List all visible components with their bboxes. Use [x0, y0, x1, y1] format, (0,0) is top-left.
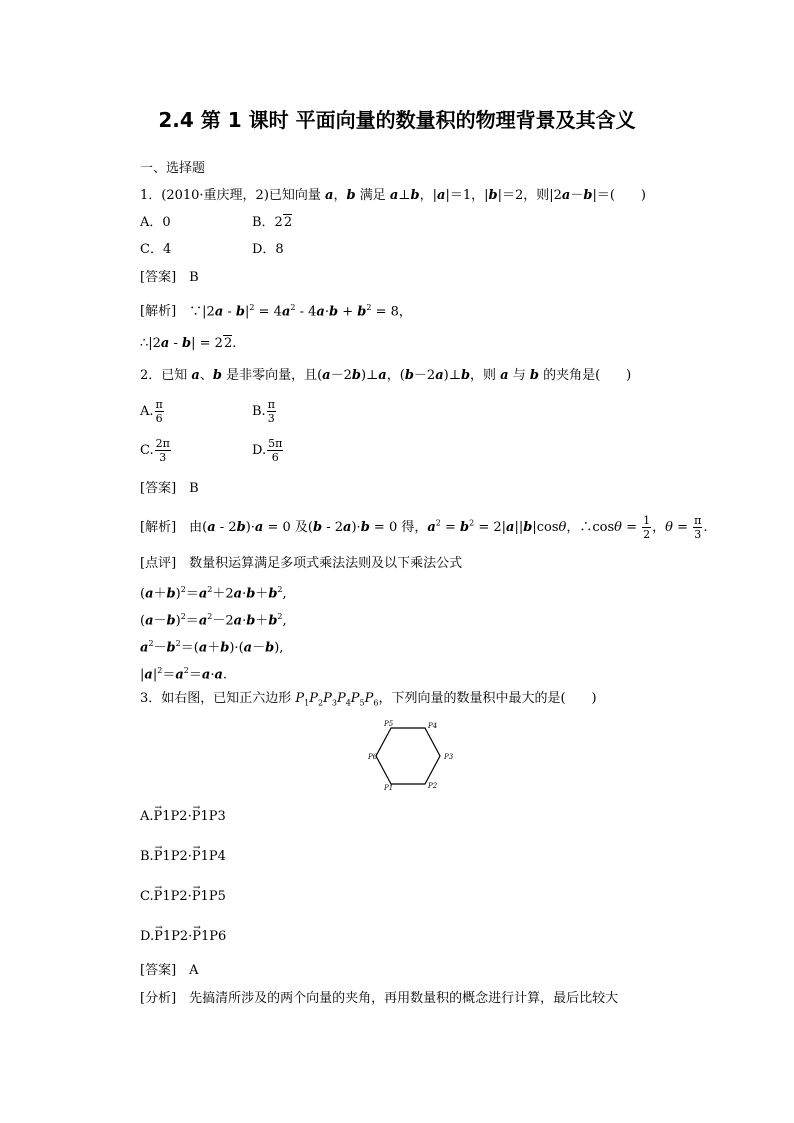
question-1: 1．(2010·重庆理，2)已知向量 a，b 满足 a⊥b，|a|＝1，|b|＝2，则|2a－b|＝( ): [140, 188, 646, 203]
label-p2: P2: [428, 782, 438, 790]
q3-option-b: B.→ P1P2·→ P1P4: [140, 848, 226, 866]
q2-option-d: D. $\frac{5\pi}{6}$: [252, 437, 283, 464]
hexagon-diagram: [368, 718, 460, 794]
q2-formula-4: $|a|^2=a^2=a\cdot a$.: [140, 666, 228, 683]
label-p3: P3: [444, 753, 454, 761]
q2-option-c: C. $\frac{2\pi}{3}$: [140, 437, 170, 464]
label-p6: P6: [368, 753, 378, 761]
q1-analysis-1: [解析] ∵|2a - $b|^2 = 4a^2 - 4a\cdot b + b^2 = 8$，: [140, 303, 412, 320]
question-2: 2．已知 a、b 是非零向量，且(a－2b)⊥a，(b－2a)⊥b，则 a 与 b 的夹角是( ): [140, 368, 632, 383]
q2-option-a: A. $\frac{\pi}{6}$: [140, 398, 163, 425]
q1-option-d: D．8: [252, 242, 284, 257]
q2-answer: [答案] B: [140, 481, 199, 496]
q3-option-a: A.→ P1P2·→ P1P3: [140, 808, 226, 826]
hexagon-shape: [376, 728, 440, 784]
label-p4: P4: [428, 722, 438, 730]
q1-answer: [答案] B: [140, 270, 199, 285]
q3-answer: [答案] A: [140, 963, 199, 978]
q1-option-a: A．0: [140, 215, 171, 230]
q3-option-c: C.→ P1P2·→ P1P5: [140, 888, 226, 906]
label-p1: P1: [384, 784, 394, 792]
q3-analysis: [分析] 先搞清所涉及的两个向量的夹角，再用数量积的概念进行计算，最后比较大: [140, 991, 619, 1006]
q3-option-d: D.→ P1P2·→ P1P6: [140, 928, 226, 946]
q2-option-b: B. $\frac{\pi}{3}$: [252, 398, 275, 425]
page-title: 2.4 第 1 课时 平面向量的数量积的物理背景及其含义: [158, 108, 636, 132]
question-3: 3．如右图，已知正六边形 $P_1P_2P_3P_4P_5P_6$，下列向量的数量积中最大的是( ): [140, 691, 597, 708]
q2-formula-3: $a^2-b^2=(a+b)\cdot(a-b)$,: [140, 639, 284, 656]
q2-comment: [点评] 数量积运算满足多项式乘法法则及以下乘法公式: [140, 556, 463, 571]
label-p5: P5: [384, 720, 394, 728]
q2-analysis: [解析] 由(a - 2b)·a = 0 及(b - 2a)·b = 0 得，$a^2 = b^2 = 2|a||b|\cos\theta$，∴cosθ = $\frac{1}{2}$ ，θ = $\frac{\pi}{3}$ .: [140, 514, 708, 541]
q2-formula-1: $(a+b)^2=a^2+2a\cdot b+b^2$,: [140, 585, 287, 602]
q2-formula-2: $(a-b)^2=a^2-2a\cdot b+b^2$,: [140, 612, 287, 629]
hexagon-figure: [368, 718, 460, 794]
q1-option-b: B．22: [252, 215, 293, 230]
section-heading: 一、选择题: [140, 161, 206, 176]
q1-option-c: C．4: [140, 242, 172, 257]
q1-analysis-2: ∴|2a - b| = 22.: [140, 336, 237, 351]
